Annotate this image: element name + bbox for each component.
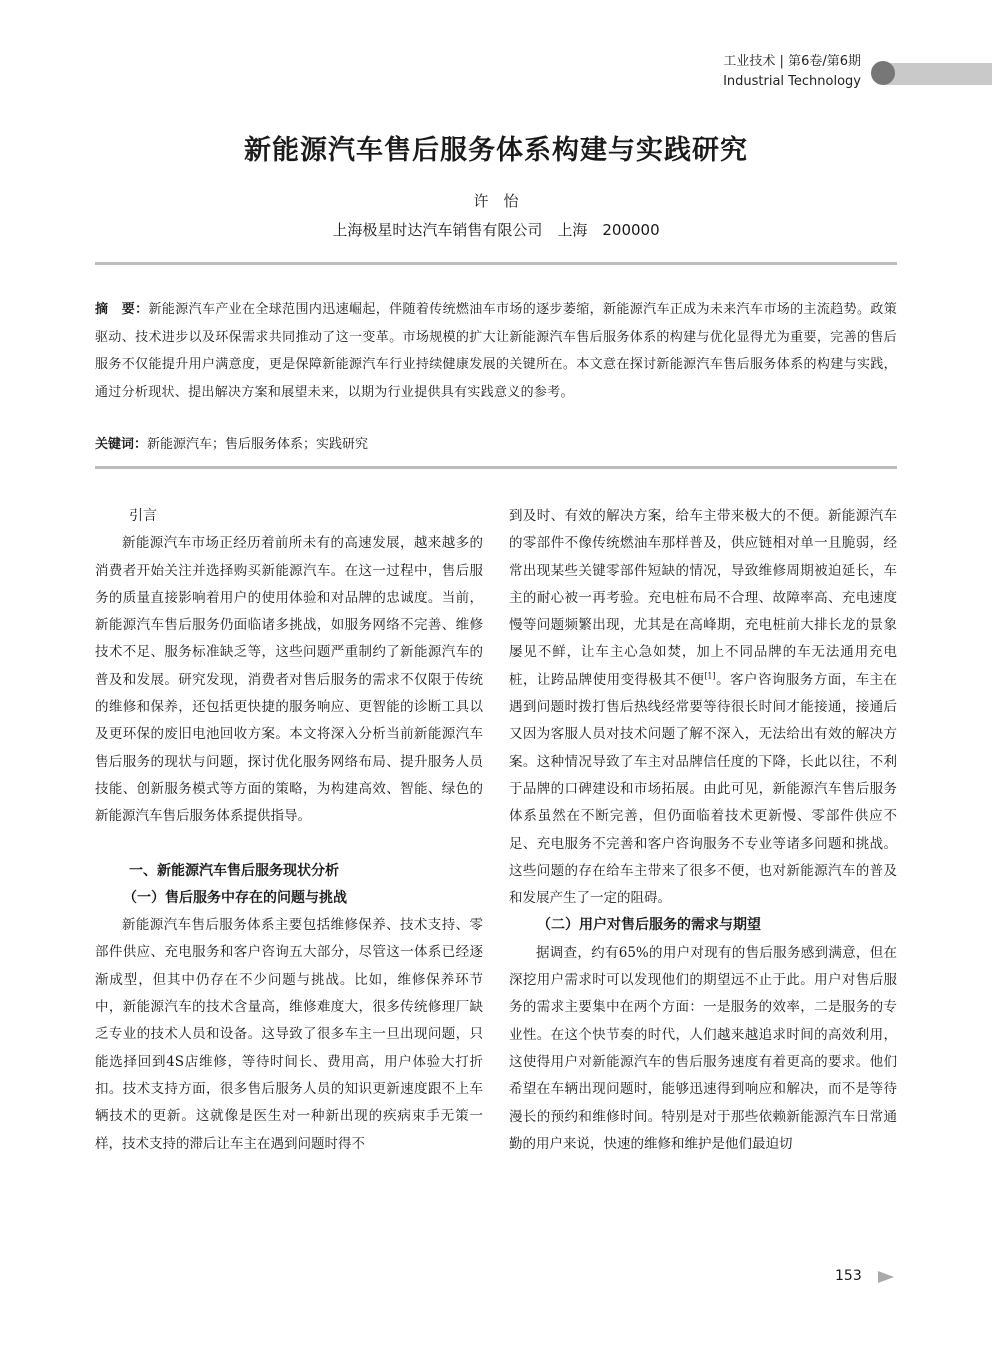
- top-divider: [95, 262, 897, 265]
- bottom-divider: [95, 466, 897, 469]
- affiliation: 上海极星时达汽车销售有限公司 上海 200000: [332, 221, 660, 239]
- left-column: [95, 503, 483, 1158]
- citation-marker: [1]: [704, 671, 716, 681]
- subsection-2-heading: （二）用户对售后服务的需求与期望: [537, 917, 761, 934]
- journal-name: 工业技术: [723, 54, 776, 69]
- right-column: [509, 503, 897, 1158]
- continued-paragraph-part-1: 到及时、有效的解决方案，给车主带来极大的不便。新能源汽车的零部件不像传统燃油车那样普及，供应链相对单一且脆弱，经常出现某些关键零部件短缺的情况，导致维修周期被迫延长，车主的耐心被一再考验。充电桩布局不合理、故障率高、充电速度慢等问题频繁出现，尤其是在高峰期，充电桩前大排长龙的景象屡见不鲜，让车主心急如焚，加上不同品牌的车无法通用充电桩，让跨品牌使用变得极其不便: [509, 508, 897, 688]
- abstract: [95, 296, 897, 406]
- page-title: 新能源汽车售后服务体系构建与实践研究: [244, 135, 748, 166]
- journal-line: 工业技术 | 第6卷/第6期: [723, 54, 861, 69]
- keywords-text: 新能源汽车；售后服务体系；实践研究: [147, 437, 369, 452]
- abstract-label: 摘 要：: [95, 302, 149, 317]
- journal-issue: 第6卷/第6期: [788, 54, 861, 69]
- header-decoration-dot: [871, 61, 895, 85]
- intro-heading: 引言: [129, 508, 157, 524]
- subsection-2-paragraph: 据调查，约有65%的用户对现有的售后服务感到满意，但在深挖用户需求时可以发现他们的期望远不止于此。用户对售后服务的需求主要集中在两个方面：一是服务的效率，二是服务的专业性。在这个快节奏的时代，人们越来越追求时间的高效利用，这使得用户对新能源汽车的售后服务速度有着更高的要求。他们希望在车辆出现问题时，能够迅速得到响应和解决，而不是等待漫长的预约和维修时间。特别是对于那些依赖新能源汽车日常通勤的用户来说，快速的维修和维护是他们最迫切: [509, 944, 897, 1152]
- subsection-1-paragraph: 新能源汽车售后服务体系主要包括维修保养、技术支持、零部件供应、充电服务和客户咨询五大部分，尽管这一体系已经逐渐成型，但其中仍存在不少问题与挑战。比如，维修保养环节中，新能源汽车的技术含量高，维修难度大，很多传统修理厂缺乏专业的技术人员和设备。这导致了很多车主一旦出现问题，只能选择回到4S店维修，等待时间长、费用高，用户体验大打折扣。技术支持方面，很多售后服务人员的知识更新速度跟不上车辆技术的更新。这就像是医生对一种新出现的疾病束手无策一样，技术支持的滞后让车主在遇到问题时得不: [95, 917, 483, 1152]
- abstract-text: 新能源汽车产业在全球范围内迅速崛起，伴随着传统燃油车市场的逐步萎缩，新能源汽车正成为未来汽车市场的主流趋势。政策驱动、技术进步以及环保需求共同推动了这一变革。市场规模的扩大让新能源汽车售后服务体系的构建与优化显得尤为重要，完善的售后服务不仅能提升用户满意度，更是保障新能源汽车行业持续健康发展的关键所在。本文意在探讨新能源汽车售后服务体系的构建与实践，通过分析现状、提出解决方案和展望未来，以期为行业提供具有实践意义的参考。: [95, 302, 897, 400]
- intro-paragraph: 新能源汽车市场正经历着前所未有的高速发展，越来越多的消费者开始关注并选择购买新能源汽车。在这一过程中，售后服务的质量直接影响着用户的使用体验和对品牌的忠诚度。当前，新能源汽车售后服务仍面临诸多挑战，如服务网络不完善、维修技术不足、服务标准缺乏等，这些问题严重制约了新能源汽车的普及和发展。研究发现，消费者对售后服务的需求不仅限于传统的维修和保养，还包括更快捷的服务响应、更智能的诊断工具以及更环保的废旧电池回收方案。本文将深入分析当前新能源汽车售后服务的现状与问题，探讨优化服务网络布局、提升服务人员技能、创新服务模式等方面的策略，为构建高效、智能、绿色的新能源汽车售后服务体系提供指导。: [95, 535, 483, 825]
- journal-subtitle: Industrial Technology: [723, 74, 861, 89]
- section-1-heading: 一、新能源汽车售后服务现状分析: [129, 862, 339, 879]
- page-number: 153: [835, 1268, 862, 1284]
- subsection-1-heading: （一）售后服务中存在的问题与挑战: [123, 889, 347, 906]
- continued-paragraph: [509, 503, 897, 912]
- continued-paragraph-part-2: 。客户咨询服务方面，车主在遇到问题时拨打售后热线经常要等待很长时间才能接通，接通后又因为客服人员对技术问题了解不深入，无法给出有效的解决方案。这种情况导致了车主对品牌信任度的下降，长此以往，不利于品牌的口碑建设和市场拓展。由此可见，新能源汽车售后服务体系虽然在不断完善，但仍面临着技术更新慢、零部件供应不足、充电服务不完善和客户咨询服务不专业等诸多问题和挑战。这些问题的存在给车主带来了很多不便，也对新能源汽车的普及和发展产生了一定的阻碍。: [509, 671, 898, 907]
- author: 许 怡: [473, 192, 519, 210]
- keywords-label: 关键词：: [95, 437, 148, 452]
- page-arrow-icon: [878, 1271, 894, 1283]
- keywords: [95, 431, 897, 458]
- running-header: [723, 52, 861, 92]
